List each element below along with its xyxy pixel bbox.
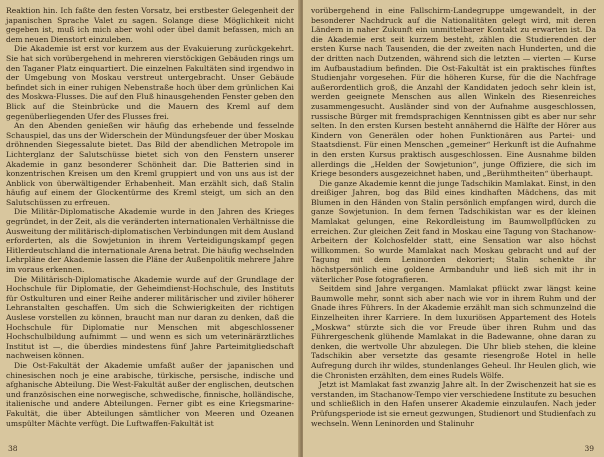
paragraph: Die ganze Akademie kennt die junge Tadschikin Mamlakat. Einst, in den dreißiger Jahren, bog das Bild eines kindhaften Mädchens, das mit Blumen in den Händen von Stalin persönlich empfangen wird, durch die ganze Sowjetunion. In dem fernen Tadschikistan war es der kleinen Mamlakat gelungen, eine Rekordleistung im Baumwollpflücken zu erreichen. Zur gleichen Zeit fand in Moskau eine Tagung von Stachanow-Arbeitern der Kolchosfelder statt, eine Sensation war also höchst willkommen. So wurde Mamlakat nach Moskau gebracht und auf der Tagung mit dem Leninorden dekoriert; Stalin schenkte ihr höchstpersönlich eine goldene Armbanduhr und ließ sich mit ihr in väterlicher Pose fotografieren. [311, 178, 596, 284]
paragraph: Die Militärisch-Diplomatische Akademie wurde auf der Grundlage der Hochschule für Diplomatie, der Geheimdienst-Hochschule, des Instituts für Ostkulturen und einer Reihe anderer militärischer und ziviler höherer Lehranstalten geschaffen. Um sich die Schwierigkeiten der richtigen Auslese vorstellen zu können, braucht man nur daran zu denken, daß die Hochschule für Diplomatie nur Menschen mit abgeschlossener Hochschulbildung aufnimmt — und wenn es sich um veterinärärztliches Institut ist —, die überdies mindestens fünf Jahre Parteimitgliedschaft nachweisen können. [6, 274, 294, 361]
right-page [303, 0, 604, 457]
paragraph: An den Abenden genießen wir häufig das erhebende und fesselnde Schauspiel, das uns der Widerschein der Mündungsfeuer der über Moskau dröhnenden Siegessalute bietet. Das Bild der abendlichen Metropole im Lichterglanz der Salutschüsse bietet sich von den Fenstern unserer Akademie in ganz besonderer Schönheit dar. Die Batterien sind in konzentrischen Kreisen um den Kreml gruppiert und von uns aus ist der Anblick von überwältigender Erhabenheit. Man erzählt sich, daß Stalin häufig auf einem der Glockentürme des Kreml steigt, um sich an den Salutschüssen zu erfreuen. [6, 121, 294, 207]
paragraph: Seitdem sind Jahre vergangen. Mamlakat pflückt zwar längst keine Baumwolle mehr, sonnt sich aber nach wie vor in ihrem Ruhm und der Gnade ihres Führers. In der Akademie erzählt man sich schmunzelnd die Einzelheiten ihrer Karriere. In dem luxuriösen Appartement des Hotels „Moskwa“ stürzte sich die vor Freude über ihren Ruhm und das Führergeschenk glühende Mamlakat in die Badewanne, ohne daran zu denken, die wertvolle Uhr abzulegen. Die Uhr blieb stehen, die kleine Tadschikin aber versetzte das gesamte riesengroße Hotel in helle Aufregung durch ihr wildes, stundenlanges Geheul. Ihr Heulen glich, wie die Chronisten erzählten, dem eines Rudels Wölfe. [311, 284, 596, 380]
paragraph: Die Ost-Fakultät der Akademie umfaßt außer der japanischen und chinesischen noch je eine arabische, türkische, persische, indische und afghanische Abteilung. Die West-Fakultät außer der englischen, deutschen und französischen eine norwegische, schwedische, finnische, holländische, italienische und andere Abteilungen. Ferner gibt es eine Kriegsmarine-Fakultät, die über Abteilungen sämtlicher von Meeren und Ozeanen umspülter Mächte verfügt. Die Luftwaffen-Fakultät ist [6, 360, 294, 428]
left-page-text [6, 6, 294, 428]
paragraph: Reaktion hin. Ich faßte den festen Vorsatz, bei erstbester Gelegenheit der japanischen Sprache Valet zu sagen. Solange diese Möglichkeit nicht gegeben ist, muß ich mich aber wohl oder übel damit befassen, mich an dem neuen Dienstort einzuleben. [6, 6, 294, 44]
right-page-text [311, 6, 596, 428]
paragraph: vorübergehend in eine Fallschirm-Landegruppe umgewandelt, in der besonderer Nachdruck auf die Nationalitäten gelegt wird, mit deren Ländern in naher Zukunft ein unmittelbarer Kontakt zu erwarten ist. Da die Akademie erst seit kurzem besteht, zählen die Studierenden der ersten Kurse nach Tausenden, die der zweiten nach Hunderten, und die der dritten nach Dutzenden, während sich die letzten — vierten — Kurse im Aufbaustadium befinden. Die Ost-Fakultät ist ein praktisches fünftes Studienjahr vorgesehen. Für die höheren Kurse, für die die Nachfrage außerordentlich groß, die Anzahl der Kandidaten jedoch sehr klein ist, werden geeignete Menschen aus allen Winkeln des Riesenreiches zusammengesucht. Ausländer sind von der Aufnahme ausgeschlossen, russische Bürger mit fremdsprachigen Kenntnissen gibt es aber nur sehr selten. In den ersten Kursen besteht annähernd die Hälfte der Hörer aus Kindern von Generälen oder hohen Funktionären aus Partei- und Staatsdienst. Für einen Menschen „gemeiner“ Herkunft ist die Aufnahme in den ersten Kursus praktisch ausgeschlossen. Eine Ausnahme bilden allerdings die „Helden der Sowjetunion“, junge Offiziere, die sich im Kriege besonders ausgezeichnet haben, und „Berühmtheiten“ überhaupt. [311, 6, 596, 179]
left-page [0, 0, 300, 457]
page-number-left: 38 [8, 444, 18, 453]
paragraph: Die Akademie ist erst vor kurzem aus der Evakuierung zurückgekehrt. Sie hat sich vorübergehend in mehreren vierstöckigen Gebäuden rings um den Taganer Platz einquartiert. Die einzelnen Fakultäten sind irgendwo in der Umgebung von Moskau verstreut untergebracht. Unser Gebäude befindet sich in einer ruhigen Nebenstraße hoch über dem grünlichen Kai des Moskwa-Flusses. Die auf den Fluß hinausgehenden Fenster geben den Blick auf die Steinbrücke und die Mauern des Kreml auf dem gegenüberliegenden Ufer des Flusses frei. [6, 44, 294, 121]
page-number-right: 39 [584, 444, 594, 453]
paragraph: Die Militär-Diplomatische Akademie wurde in den Jahren des Krieges gegründet, in der Zeit, als die veränderten internationalen Verhältnisse die Ausweitung der militärisch-diplomatischen Verbindungen mit dem Ausland erforderten, als die Sowjetunion in ihrem Verteidigungskampf gegen Hitlerdeutschland die internationale Arena betrat. Die häufig wechselnden Lehrpläne der Akademie lassen die Pläne der Außenpolitik mehrere Jahre im voraus erkennen. [6, 207, 294, 275]
paragraph: Jetzt ist Mamlakat fast zwanzig Jahre alt. In der Zwischenzeit hat sie es verstanden, im Stachanow-Tempo vier verschiedene Institute zu besuchen und schließlich in den Hafen unserer Akademie einzulaufen. Nach jeder Prüfungsperiode ist sie erneut gezwungen, Studienort und Studienfach zu wechseln. Wenn Leninorden und Stalinuhr [311, 380, 596, 428]
